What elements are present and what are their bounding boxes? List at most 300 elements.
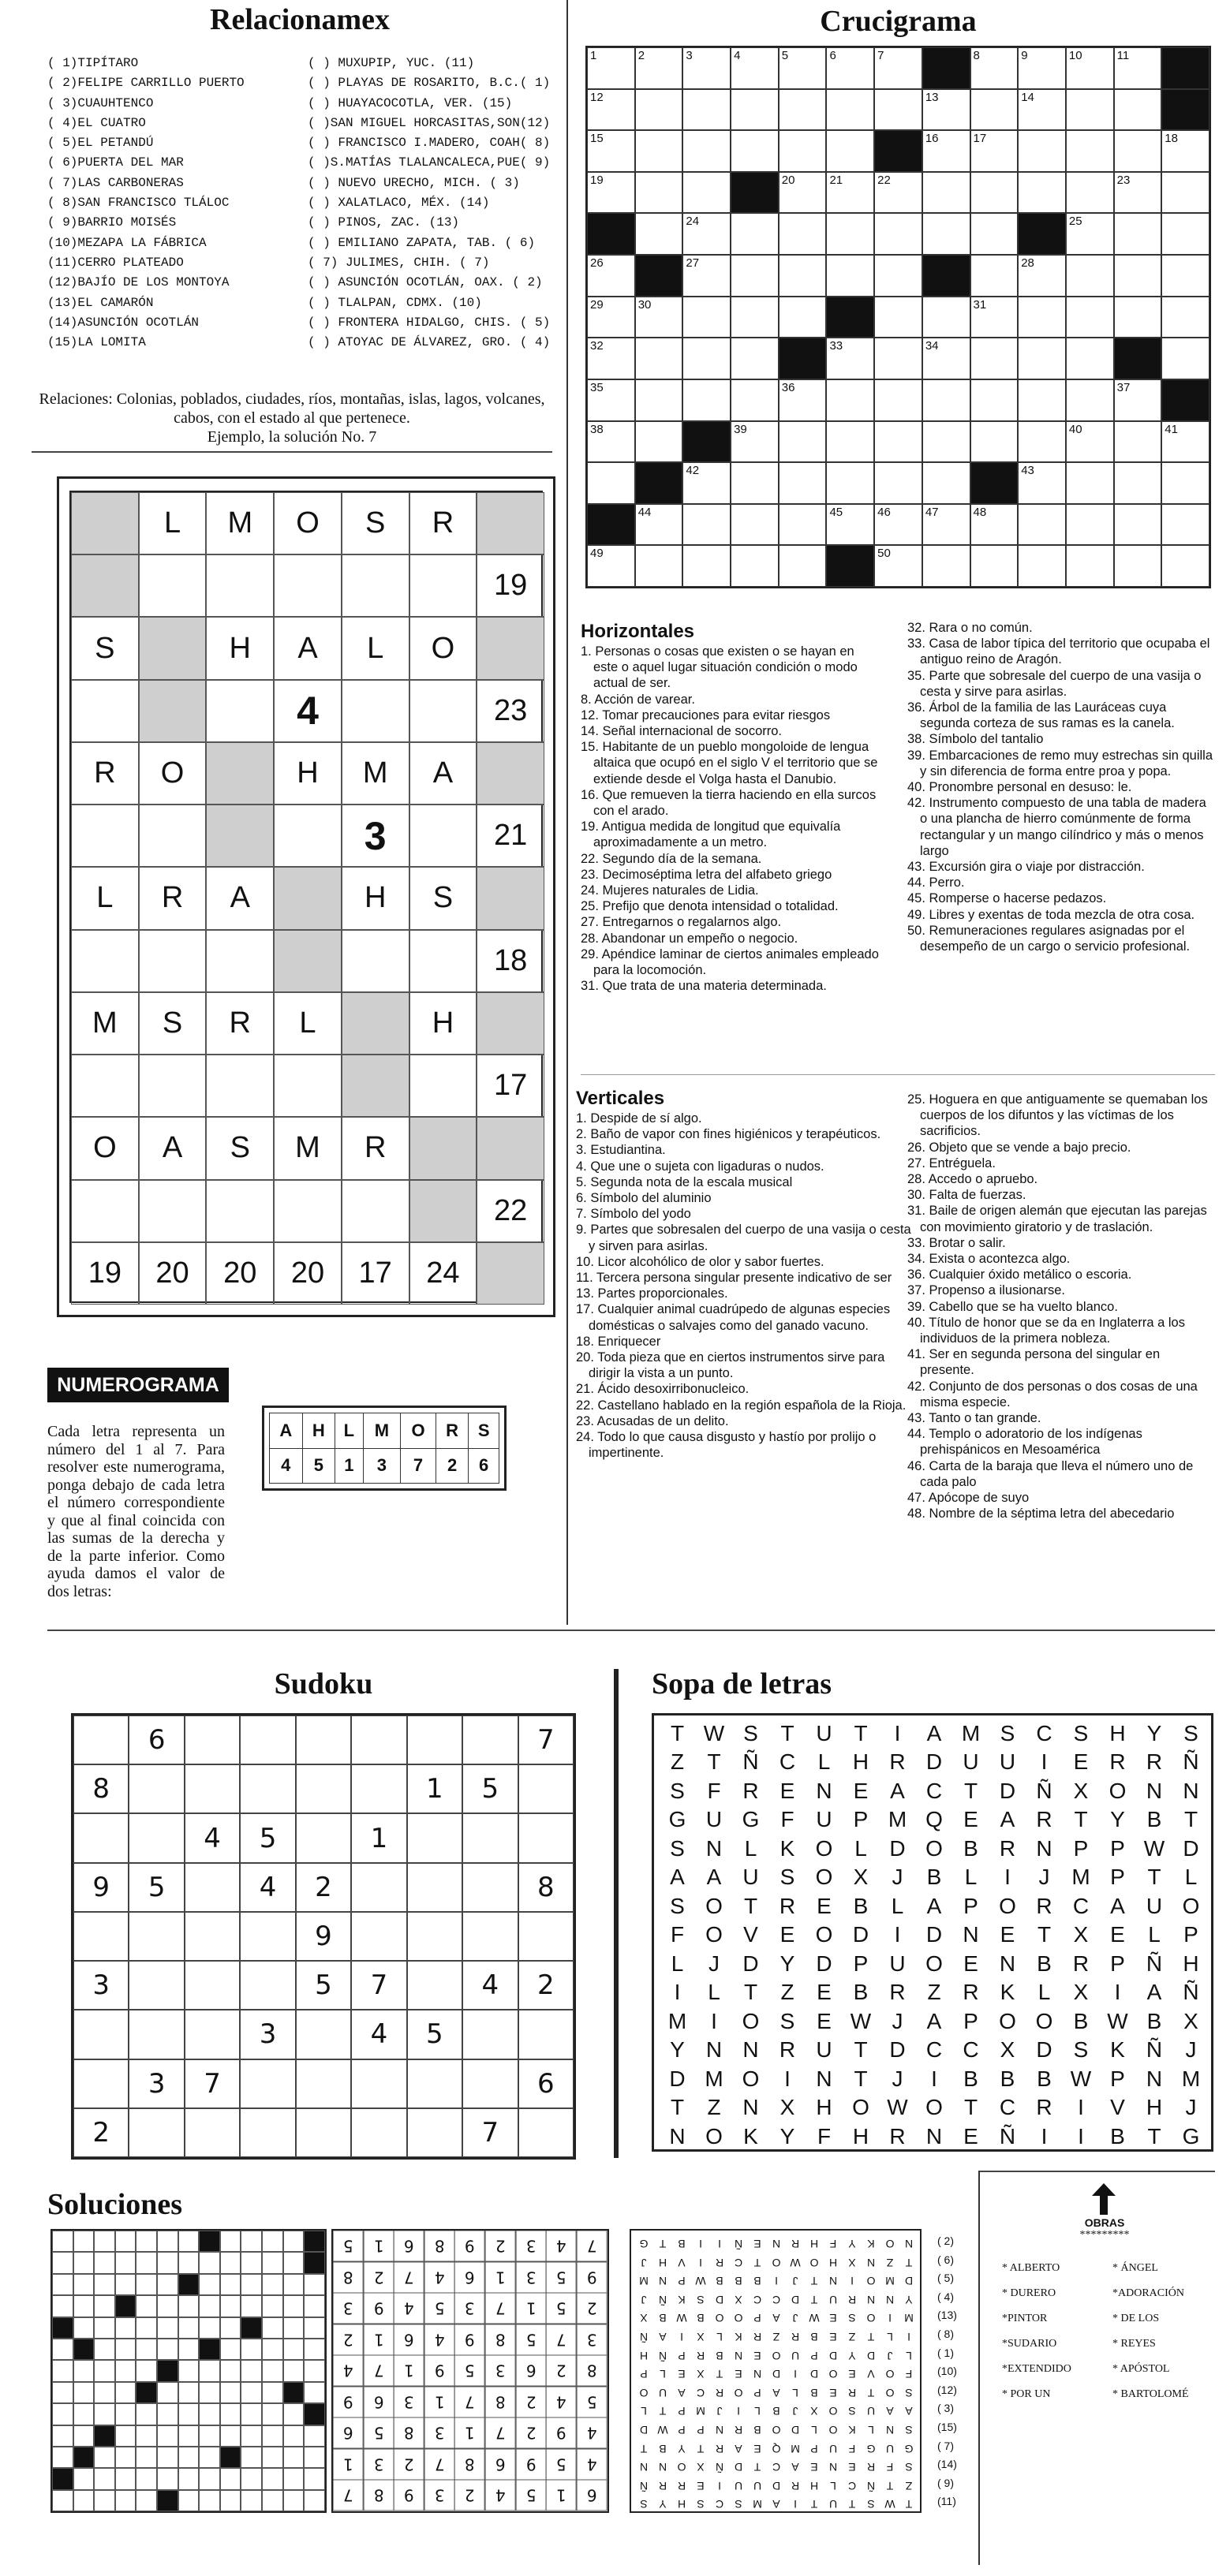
crucigrama-cell: 15	[587, 130, 635, 172]
sudoku-solution-cell: 3	[394, 2387, 424, 2418]
sopa-solution-letter: K	[867, 2238, 875, 2250]
crucigrama-cell	[826, 89, 874, 131]
numerograma-cell	[206, 805, 274, 867]
vertical-clue: 17. Cualquier animal cuadrúpedo de algunas especies domésticas o salvajes como del ganado vacuno.	[576, 1302, 891, 1333]
crucigrama-solution-cell	[199, 2295, 220, 2317]
relacionamex-place: (11)CERRO PLATEADO	[47, 255, 184, 270]
crucigrama-cell	[1018, 421, 1066, 463]
crucigrama-solution-cell	[94, 2490, 115, 2511]
crucigrama-solution-cell	[157, 2274, 178, 2295]
crucigrama-solution-cell	[157, 2447, 178, 2468]
sopa-solution-letter: A	[886, 2405, 894, 2418]
crucigrama-cell	[922, 421, 970, 463]
sudoku-solution-cell: 9	[516, 2449, 547, 2481]
crucigrama-solution-cell	[136, 2382, 157, 2403]
numerograma-cell: L	[139, 492, 207, 554]
sopa-solution-letter: E	[753, 2349, 761, 2362]
crucigrama-cell	[1066, 504, 1114, 546]
sopa-title: Sopa de letras	[652, 1667, 832, 1701]
sopa-letter: Y	[779, 2123, 795, 2149]
sudoku-grid	[71, 1713, 576, 2160]
crucigrama-cell	[1161, 504, 1209, 546]
sopa-solution-letter: D	[639, 2424, 649, 2436]
sopa-solution-letter: R	[715, 2442, 724, 2455]
sudoku-cell	[462, 2010, 518, 2059]
sopa-solution-letter: R	[791, 2238, 800, 2250]
sudoku-solution-cell: 9	[424, 2355, 455, 2387]
crucigrama-solution-cell	[178, 2382, 200, 2403]
sudoku-solution-cell: 7	[364, 2355, 394, 2387]
numerograma-sum: 20	[206, 1242, 274, 1305]
sopa-letter: I	[711, 2008, 717, 2033]
sopa-solution-letter: B	[753, 2275, 761, 2288]
vertical-clue: 5. Segunda nota de la escala musical	[576, 1174, 793, 1189]
sopa-letter: I	[784, 2066, 791, 2091]
relacionamex-state: ( )SAN MIGUEL HORCASITAS,SON(12)	[308, 115, 551, 130]
relacionamex-answer: (11)	[937, 2495, 956, 2508]
sudoku-cell	[462, 1863, 518, 1912]
sudoku-solution-cell: 7	[424, 2449, 455, 2481]
horizontales-col1	[581, 620, 880, 994]
sopa-letter: P	[1073, 1835, 1089, 1861]
crucigrama-solution-cell	[94, 2447, 115, 2468]
crucigrama-solution-cell	[283, 2425, 305, 2447]
crucigrama-solution-cell	[115, 2447, 136, 2468]
sopa-letter: Ñ	[999, 2123, 1016, 2149]
sopa-letter: J	[708, 1951, 720, 1976]
crucigrama-cell: 5	[779, 47, 827, 89]
numerograma-sum: 20	[139, 1242, 207, 1305]
sopa-letter: S	[1073, 2037, 1089, 2062]
sopa-solution-letter: I	[794, 2498, 797, 2511]
crucigrama-solution-cell	[283, 2339, 305, 2360]
crucigrama-cell: 28	[1018, 255, 1066, 297]
sopa-letter: B	[1037, 1951, 1052, 1976]
sopa-letter: T	[743, 1893, 758, 1918]
sudoku-solution-cell: 4	[394, 2293, 424, 2324]
sopa-solution-letter: T	[659, 2405, 667, 2418]
crucigrama-cell	[970, 213, 1019, 255]
numerograma-cell	[139, 554, 207, 617]
crucigrama-cell	[1114, 462, 1162, 504]
horizontal-clue: 25. Prefijo que denota intensidad o totalidad.	[581, 899, 839, 914]
crucigrama-cell	[635, 338, 683, 379]
vertical-clue: 42. Conjunto de dos personas o dos cosas de una misma especie.	[907, 1379, 1198, 1409]
numerograma-cell	[206, 742, 274, 805]
crucigrama-cell	[731, 297, 779, 338]
numerograma-cell	[71, 1055, 139, 1117]
crucigrama-solution-cell	[262, 2317, 283, 2339]
crucigrama-cell	[1161, 255, 1209, 297]
crucigrama-solution-cell	[262, 2231, 283, 2252]
sudoku-solution-cell: 3	[424, 2417, 455, 2449]
sopa-letter: P	[1110, 1865, 1125, 1889]
crucigrama-cell	[922, 462, 970, 504]
crucigrama-solution-cell	[262, 2425, 283, 2447]
sopa-letter: H	[1146, 2095, 1163, 2119]
obras-word: *SUDARIO	[1002, 2338, 1057, 2350]
crucigrama-cell: 6	[826, 47, 874, 89]
crucigrama-solution-cell	[157, 2468, 178, 2489]
crucigrama-solution-cell	[52, 2403, 73, 2425]
sudoku-solution-cell: 5	[516, 2324, 547, 2356]
sopa-letter: N	[669, 2123, 686, 2149]
sopa-letter: B	[963, 1835, 978, 1861]
sudoku-cell	[296, 2108, 351, 2157]
crucigrama-solution-cell	[136, 2339, 157, 2360]
sopa-solution-letter: S	[697, 2498, 705, 2511]
horizontal-clue: 14. Señal internacional de socorro.	[581, 724, 782, 739]
sudoku-cell: 3	[73, 1961, 129, 2010]
sopa-solution-letter: O	[885, 2368, 895, 2381]
verticales-col2	[907, 1092, 1215, 1521]
crucigrama-solution-cell	[199, 2317, 220, 2339]
crucigrama-cell: 50	[874, 545, 922, 587]
crucigrama-solution-cell	[220, 2360, 241, 2381]
sopa-letter: D	[925, 1922, 943, 1947]
crucigrama-solution-cell	[73, 2468, 95, 2489]
crucigrama-solution-cell	[157, 2403, 178, 2425]
sopa-solution-letter: T	[753, 2256, 761, 2269]
crucigrama-cell: 18	[1161, 130, 1209, 172]
sopa-letter: X	[1073, 1778, 1089, 1803]
sopa-solution-letter: N	[639, 2461, 649, 2474]
divider	[32, 451, 552, 453]
sopa-letter: N	[742, 2095, 759, 2119]
crucigrama-cell	[1161, 297, 1209, 338]
crucigrama-cell: 21	[826, 172, 874, 214]
sopa-letter: O	[1182, 1893, 1200, 1918]
numerograma-cell	[477, 1117, 544, 1179]
horizontal-clue: 15. Habitante de un pueblo mongoloide de lengua altaica que ocupó en el siglo V el territorio que se extiende desde el Volga hasta el Danubio.	[581, 740, 878, 786]
sopa-solution-letter: Z	[905, 2479, 913, 2492]
numerograma-sum: 18	[477, 930, 544, 992]
sopa-solution-letter: J	[716, 2405, 723, 2418]
crucigrama-solution-cell	[73, 2252, 95, 2273]
crucigrama-solution-cell	[262, 2490, 283, 2511]
sopa-solution-letter: S	[848, 2312, 856, 2325]
vertical-clue: 23. Acusadas de un delito.	[576, 1413, 729, 1428]
horizontal-clue: 35. Parte que sobresale del cuerpo de una vasija o cesta y sirve para asirlas.	[907, 668, 1202, 699]
sopa-solution-letter: X	[697, 2461, 705, 2474]
crucigrama-cell	[874, 421, 922, 463]
crucigrama-cell: 26	[587, 255, 635, 297]
vertical-clue: 34. Exista o acontezca algo.	[907, 1252, 1071, 1267]
sopa-solution-letter: K	[848, 2424, 856, 2436]
sopa-solution-letter: L	[754, 2405, 761, 2418]
sudoku-cell	[462, 1715, 518, 1764]
relacionamex-state: ( ) TLALPAN, CDMX. (10)	[308, 295, 482, 310]
numerograma-cell	[71, 680, 139, 742]
crucigrama-solution-cell	[73, 2295, 95, 2317]
crucigrama-cell	[826, 297, 874, 338]
sopa-solution-letter: I	[737, 2405, 740, 2418]
key-value: 4	[270, 1448, 303, 1484]
crucigrama-solution-cell	[157, 2231, 178, 2252]
sopa-solution-letter: L	[792, 2386, 798, 2399]
crucigrama-cell: 44	[635, 504, 683, 546]
relacionamex-row	[47, 193, 552, 213]
sudoku-solution-cell: 1	[516, 2293, 547, 2324]
numerograma-cell	[477, 492, 544, 554]
sopa-solution-letter: Ñ	[658, 2349, 667, 2362]
horizontal-clue: 23. Decimoséptima letra del alfabeto griego	[581, 867, 832, 882]
crucigrama-cell	[1018, 213, 1066, 255]
numerograma-cell	[274, 554, 342, 617]
horizontal-clue: 43. Excursión gira o viaje por distracción.	[907, 860, 1145, 875]
sudoku-solution-cell: 6	[485, 2449, 516, 2481]
sopa-solution-letter: P	[678, 2424, 686, 2436]
vertical-clue: 20. Toda pieza que en ciertos instrumentos sirve para dirigir la vista a un punto.	[576, 1350, 885, 1381]
sopa-solution-letter: W	[790, 2256, 801, 2269]
vertical-clue: 39. Cabello que se ha vuelto blanco.	[907, 1299, 1118, 1314]
sudoku-cell	[185, 1764, 240, 1813]
crucigrama-solution-cell	[136, 2252, 157, 2273]
sopa-solution-letter: U	[866, 2405, 876, 2418]
sopa-solution-letter: D	[904, 2275, 914, 2288]
sopa-solution-letter: N	[715, 2424, 724, 2436]
crucigrama-solution-cell	[94, 2274, 115, 2295]
sopa-letter: R	[1036, 1893, 1052, 1918]
sopa-solution-letter: Ñ	[639, 2479, 649, 2492]
obras-word: * DURERO	[1002, 2287, 1056, 2299]
crucigrama-cell	[635, 89, 683, 131]
sopa-letter: E	[963, 2123, 978, 2149]
sopa-letter: L	[817, 1749, 831, 1774]
sopa-letter: X	[779, 2095, 795, 2119]
crucigrama-solution-cell	[220, 2339, 241, 2360]
crucigrama-cell	[922, 255, 970, 297]
sopa-letter: X	[853, 1865, 869, 1889]
crucigrama-cell	[970, 545, 1019, 587]
sudoku-cell	[129, 1813, 184, 1862]
crucigrama-cell	[1066, 130, 1114, 172]
sopa-solution-letter: O	[866, 2275, 876, 2288]
crucigrama-cell	[826, 213, 874, 255]
crucigrama-solution-cell	[199, 2403, 220, 2425]
sopa-letter: V	[1110, 2095, 1125, 2119]
sopa-solution-letter: R	[866, 2461, 876, 2474]
sopa-solution-letter: U	[885, 2442, 895, 2455]
crucigrama-cell	[1018, 297, 1066, 338]
relacionamex-state: ( ) ASUNCIÓN OCOTLÁN, OAX. ( 2)	[308, 275, 543, 290]
sudoku-cell	[518, 1764, 574, 1813]
crucigrama-cell	[635, 545, 683, 587]
sopa-letter: O	[815, 1865, 833, 1889]
solucion-relacionamex	[937, 2232, 977, 2511]
crucigrama-cell	[1161, 172, 1209, 214]
sopa-letter: C	[1036, 1720, 1052, 1745]
crucigrama-solution-cell	[241, 2425, 262, 2447]
sopa-solution-letter: L	[906, 2349, 912, 2362]
sopa-letter: N	[1183, 1778, 1199, 1803]
sudoku-solution-cell: 4	[546, 2231, 577, 2262]
sopa-letter: N	[816, 1778, 832, 1803]
relacionamex-row	[47, 153, 552, 173]
numerograma-cell	[342, 680, 409, 742]
numerograma-cell	[274, 805, 342, 867]
sopa-letter: F	[817, 2123, 832, 2149]
sudoku-solution-cell: 5	[546, 2293, 577, 2324]
sopa-letter: D	[925, 1749, 943, 1774]
crucigrama-solution-cell	[283, 2490, 305, 2511]
relacionamex-row	[47, 313, 552, 333]
crucigrama-cell	[635, 172, 683, 214]
sopa-solution-letter: Ñ	[715, 2461, 724, 2474]
crucigrama-cell	[970, 172, 1019, 214]
crucigrama-cell	[1114, 297, 1162, 338]
sopa-letter: N	[1146, 1778, 1163, 1803]
crucigrama-solution-cell	[136, 2317, 157, 2339]
sopa-solution-letter: S	[640, 2498, 648, 2511]
sopa-solution-letter: J	[641, 2256, 647, 2269]
numerograma-cell	[274, 1180, 342, 1242]
sopa-letter: R	[1036, 2095, 1052, 2119]
sopa-solution-letter: X	[640, 2312, 648, 2325]
sudoku-cell	[351, 1764, 406, 1813]
sopa-letter: Ñ	[1146, 2037, 1163, 2062]
sopa-letter: C	[963, 2037, 979, 2062]
sopa-solution-letter: E	[735, 2368, 742, 2381]
crucigrama-cell	[779, 297, 827, 338]
sopa-letter: O	[1108, 1778, 1127, 1803]
sopa-solution-letter: Y	[848, 2349, 856, 2362]
crucigrama-cell	[1018, 504, 1066, 546]
crucigrama-cell: 19	[587, 172, 635, 214]
sopa-solution-letter: Z	[772, 2331, 780, 2343]
sudoku-solution-cell: 1	[546, 2480, 577, 2511]
sopa-solution-letter: I	[907, 2331, 910, 2343]
sopa-letter: M	[961, 1720, 981, 1745]
crucigrama-solution-cell	[220, 2382, 241, 2403]
sopa-letter: Ñ	[1036, 1778, 1052, 1803]
crucigrama-solution-cell	[73, 2447, 95, 2468]
sopa-solution-letter: N	[772, 2238, 781, 2250]
solucion-sudoku	[331, 2229, 609, 2513]
crucigrama-cell: 29	[587, 297, 635, 338]
vertical-clue: 27. Entréguela.	[907, 1155, 996, 1170]
sopa-solution-letter: R	[715, 2256, 724, 2269]
numerograma-cell: H	[342, 867, 409, 929]
crucigrama-cell	[1066, 297, 1114, 338]
sudoku-solution-cell: 4	[424, 2262, 455, 2294]
sopa-solution-letter: R	[696, 2349, 705, 2362]
sudoku-solution-cell: 1	[364, 2231, 394, 2262]
sopa-letter: Z	[670, 1749, 685, 1774]
sopa-letter: C	[779, 1749, 796, 1774]
numerograma-cell	[206, 1180, 274, 1242]
sopa-solution-letter: R	[658, 2479, 667, 2492]
crucigrama-solution-cell	[283, 2252, 305, 2273]
crucigrama-solution-cell	[52, 2425, 73, 2447]
sopa-solution-letter: S	[735, 2498, 742, 2511]
sudoku-cell	[296, 2059, 351, 2108]
crucigrama-cell	[731, 89, 779, 131]
key-letter: L	[335, 1413, 364, 1449]
sopa-letter: T	[963, 1778, 978, 1803]
crucigrama-solution-cell	[304, 2317, 325, 2339]
sopa-solution-letter: X	[735, 2293, 742, 2306]
sopa-letter: G	[1182, 2123, 1200, 2149]
crucigrama-cell: 12	[587, 89, 635, 131]
crucigrama-cell	[682, 379, 731, 421]
crucigrama-solution-cell	[178, 2317, 200, 2339]
crucigrama-cell	[779, 130, 827, 172]
crucigrama-cell: 32	[587, 338, 635, 379]
crucigrama-cell	[970, 421, 1019, 463]
sudoku-cell	[462, 1813, 518, 1862]
sopa-letter: E	[817, 1893, 832, 1918]
divider	[47, 1630, 1215, 1631]
crucigrama-cell	[1066, 172, 1114, 214]
crucigrama-solution-cell	[115, 2425, 136, 2447]
numerograma-cell	[274, 930, 342, 992]
sopa-solution-letter: E	[697, 2479, 705, 2492]
sopa-letter: J	[892, 1865, 903, 1889]
crucigrama-cell	[1161, 379, 1209, 421]
relacionamex-row	[47, 94, 552, 114]
sopa-solution-letter: T	[659, 2238, 667, 2250]
sopa-solution-letter: Q	[772, 2442, 781, 2455]
arrow-up-icon	[1092, 2183, 1116, 2215]
relacionamex-place: ( 2)FELIPE CARRILLO PUERTO	[47, 76, 245, 91]
crucigrama-cell: 7	[874, 47, 922, 89]
crucigrama-solution-cell	[157, 2252, 178, 2273]
crucigrama-solution-cell	[157, 2295, 178, 2317]
relacionamex-row	[47, 233, 552, 253]
crucigrama-cell: 1	[587, 47, 635, 89]
numerograma-cell	[409, 930, 477, 992]
sopa-letter: I	[1041, 2123, 1048, 2149]
sopa-solution-letter: R	[791, 2331, 800, 2343]
numerograma-cell	[409, 805, 477, 867]
sopa-letter: T	[707, 1749, 721, 1774]
sopa-solution-letter: R	[715, 2386, 724, 2399]
sopa-letter: E	[963, 1951, 978, 1976]
sudoku-solution-cell: 7	[485, 2293, 516, 2324]
numerograma-cell: M	[342, 742, 409, 805]
crucigrama-cell	[779, 255, 827, 297]
horizontal-clue: 27. Entregarnos o regalarnos algo.	[581, 915, 782, 930]
crucigrama-cell	[874, 338, 922, 379]
crucigrama-cell	[1018, 172, 1066, 214]
sudoku-solution-cell: 5	[333, 2231, 364, 2262]
vertical-clue: 36. Cualquier óxido metálico o escoria.	[907, 1267, 1132, 1282]
sopa-letter: U	[963, 1749, 979, 1774]
numerograma-cell	[342, 554, 409, 617]
sopa-letter: N	[925, 2123, 943, 2149]
key-value: 6	[469, 1448, 499, 1484]
crucigrama-solution-cell	[241, 2382, 262, 2403]
vertical-clue: 11. Tercera persona singular presente indicativo de ser	[576, 1271, 892, 1286]
sudoku-cell	[462, 2059, 518, 2108]
sopa-letter: X	[1073, 1922, 1089, 1947]
crucigrama-solution-cell	[52, 2274, 73, 2295]
sopa-solution-letter: Ñ	[639, 2331, 649, 2343]
crucigrama-cell	[1114, 213, 1162, 255]
crucigrama-cell	[635, 379, 683, 421]
sopa-solution-letter: W	[884, 2498, 895, 2511]
vertical-clue: 48. Nombre de la séptima letra del abecedario	[907, 1506, 1175, 1521]
sopa-solution-letter: P	[640, 2368, 648, 2381]
crucigrama-solution-cell	[241, 2252, 262, 2273]
sopa-solution-letter: E	[848, 2368, 856, 2381]
crucigrama-solution-cell	[94, 2425, 115, 2447]
crucigrama-solution-cell	[115, 2274, 136, 2295]
crucigrama-cell	[1018, 379, 1066, 421]
numerograma-cell	[342, 992, 409, 1055]
horizontales-title: Horizontales	[581, 621, 695, 642]
